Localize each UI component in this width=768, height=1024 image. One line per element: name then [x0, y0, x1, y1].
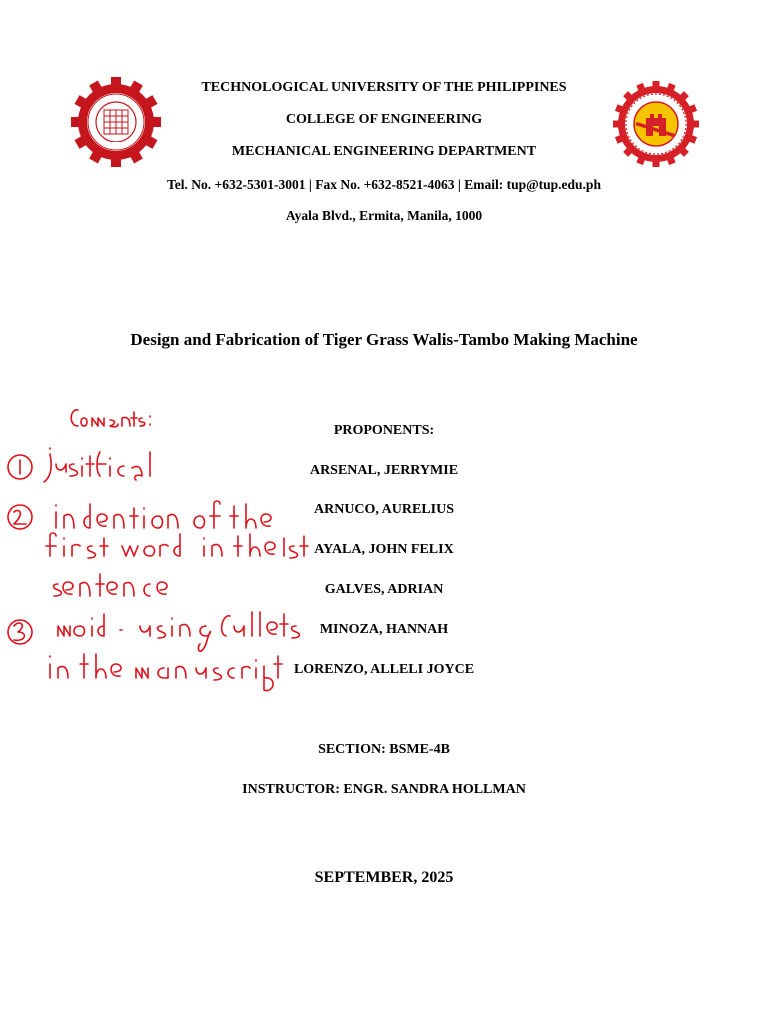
proponent-name: LORENZO, ALLELI JOYCE	[293, 662, 475, 677]
proponent-name: GALVES, ADRIAN	[324, 582, 444, 597]
department-name: MECHANICAL ENGINEERING DEPARTMENT	[231, 144, 537, 159]
document-title: Design and Fabrication of Tiger Grass Walis-Tambo Making Machine	[130, 330, 638, 349]
submission-date: SEPTEMBER, 2025	[314, 869, 454, 886]
university-name: TECHNOLOGICAL UNIVERSITY OF THE PHILIPPINES	[201, 80, 567, 95]
proponent-name: MINOZA, HANNAH	[319, 622, 449, 637]
address: Ayala Blvd., Ermita, Manila, 1000	[285, 208, 483, 223]
contact-info: Tel. No. +632-5301-3001 | Fax No. +632-8521-4063 | Email: tup@tup.edu.ph	[167, 177, 601, 192]
college-name: COLLEGE OF ENGINEERING	[285, 112, 483, 127]
handwritten-comments	[0, 395, 320, 695]
instructor-info: INSTRUCTOR: ENGR. SANDRA HOLLMAN	[242, 782, 526, 797]
proponent-name: ARSENAL, JERRYMIE	[309, 463, 459, 478]
proponent-name: ARNUCO, AURELIUS	[313, 502, 455, 517]
proponents-heading: PROPONENTS:	[333, 423, 435, 438]
proponent-name: AYALA, JOHN FELIX	[314, 542, 454, 557]
section-info: SECTION: BSME-4B	[318, 742, 450, 757]
